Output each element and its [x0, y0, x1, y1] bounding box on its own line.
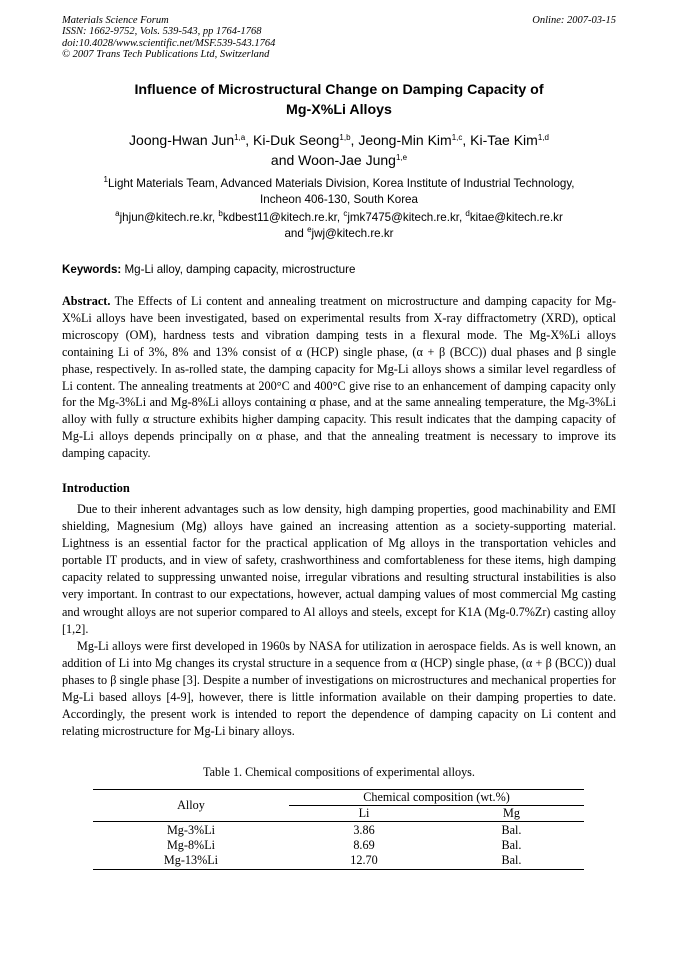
table-cell-li: 8.69 — [353, 838, 375, 852]
introduction-paragraph-2: Mg-Li alloys were first developed in 1960s by NASA for utilization in aerospace fields. As is well known, an addition of Li into Mg changes its crystal structure in a sequence from α (HCP) single phase, (α + β (BCC)) dual phases to β single phase [3]. Despite a number of investigations on microstructures and mechanical properties for Mg-Li based alloys [4-9], however, there is little information available on their damping properties to date. Accordingly, the present work is intended to report the dependence of damping capacity on Li content and relating microstructure for Mg-Li binary alloys. — [62, 638, 616, 739]
author-sup: 1,c — [451, 133, 463, 142]
table-cell-alloy: Mg-13%Li — [93, 853, 289, 870]
issn-line: ISSN: 1662-9752, Vols. 539-543, pp 1764-1768 — [62, 26, 262, 38]
title-line-2: Mg-X%Li Alloys — [286, 102, 392, 118]
composition-table — [93, 789, 584, 870]
author-line-2 — [62, 150, 616, 170]
column-header-mg: Mg — [439, 806, 584, 822]
keywords-text: Mg-Li alloy, damping capacity, microstructure — [124, 263, 356, 276]
journal-name: Materials Science Forum — [62, 15, 169, 26]
email-sup: d — [465, 209, 470, 218]
email-conjunction: and — [284, 226, 304, 240]
email-sup: a — [115, 209, 120, 218]
column-header-li: Li — [289, 806, 439, 822]
column-header-alloy: Alloy — [93, 790, 289, 822]
email-link[interactable]: kitae@kitech.re.kr — [469, 211, 563, 224]
online-date: Online: 2007-03-15 — [532, 15, 616, 26]
affiliation-sup: 1 — [103, 175, 108, 184]
author-sup: 1,b — [339, 133, 351, 142]
author-sup: 1,d — [537, 133, 549, 142]
paper-title — [62, 80, 616, 120]
table-cell-alloy: Mg-3%Li — [93, 822, 289, 839]
page-header — [62, 15, 616, 61]
abstract — [62, 293, 616, 462]
email-sup: c — [343, 209, 348, 218]
email-link[interactable]: jwj@kitech.re.kr — [311, 226, 394, 240]
title-line-1: Influence of Microstructural Change on Damping Capacity of — [134, 82, 544, 98]
keywords — [62, 262, 616, 277]
author-name: Jeong-Min Kim — [358, 132, 452, 148]
email-sup: e — [307, 224, 312, 234]
keywords-label: Keywords: — [62, 263, 122, 276]
doi-line: doi:10.4028/www.scientific.net/MSF.539-543.1764 — [62, 37, 276, 49]
author-name: Joong-Hwan Jun — [129, 132, 235, 148]
author-conjunction: and — [270, 152, 295, 168]
table-row — [93, 822, 584, 839]
email-link[interactable]: kdbest11@kitech.re.kr — [222, 211, 337, 224]
table-cell-mg: Bal. — [439, 822, 584, 839]
table-row — [93, 838, 584, 853]
abstract-label: Abstract. — [62, 294, 111, 308]
author-line-1: Joong-Hwan Jun$^{1,a}$, Ki-Duk Seong$^{1,b}$, Jeong-Min Kim$^{1,c}$, Ki-Tae Kim$^{1,d}$ — [129, 132, 549, 148]
introduction-heading: Introduction — [62, 481, 130, 495]
affiliation-text: Light Materials Team, Advanced Materials Division, Korea Institute of Industrial Technology, — [107, 177, 575, 190]
author-name: Ki-Tae Kim — [470, 132, 538, 148]
table-cell-li: 3.86 — [289, 822, 439, 839]
table-caption: Table 1. Chemical compositions of experimental alloys. — [203, 765, 475, 779]
author-sup: 1,e — [395, 153, 408, 162]
table-cell-mg: Bal. — [501, 838, 522, 852]
table-cell-alloy: Mg-8%Li — [166, 838, 216, 852]
email-link[interactable]: jmk7475@kitech.re.kr — [347, 211, 459, 224]
copyright-line: © 2007 Trans Tech Publications Ltd, Switzerland — [62, 49, 270, 61]
introduction-paragraph-1: Due to their inherent advantages such as low density, high damping properties, good machinability and EMI shielding, Magnesium (Mg) alloys have gained an increasing attention as a society-supporting material. Lightness is an essential factor for the practical application of Mg alloys in the transportation vehicles and portable IT products, and in view of safety, crashworthiness and comfortableness for these items, high damping capacity related to suppressing unwanted noise, irregular vibrations and resulting structural instabilities is also very important. In contrast to our expectations, however, actual damping values of most commercial Mg casting and wrought alloys are not superior compared to Al alloys and steels, except for K1A (Mg-0.7%Zr) casting alloy [1,2]. — [62, 502, 616, 636]
email-sup: b — [218, 209, 223, 218]
email-line-2 — [62, 226, 616, 242]
email-link[interactable]: jhjun@kitech.re.kr — [119, 211, 212, 224]
introduction-body — [62, 501, 616, 740]
affiliation-line-2: Incheon 406-130, South Korea — [260, 192, 418, 206]
author-sup: 1,a — [234, 133, 246, 142]
column-header-composition: Chemical composition (wt.%) — [289, 790, 584, 806]
author-list — [62, 130, 616, 170]
table-cell-li: 12.70 — [289, 853, 439, 870]
table-cell-mg: Bal. — [439, 853, 584, 870]
abstract-text: The Effects of Li content and annealing treatment on microstructure and damping capacity for Mg-X%Li alloys have been investigated, based on experimental results from X-ray diffractometry (XRD), optical microscopy (OM), hardness tests and vibration damping tests in a flexural mode. The Mg-X%Li alloys containing Li of 3%, 8% and 13% consist of α (HCP) single phase, (α + β (BCC)) dual phases and β single phase, respectively. In as-rolled state, the damping capacity for Mg-Li alloys shows a similar level regardless of Li content. The annealing treatments at 200°C and 400°C give rise to an enhancement of damping capacity only for the Mg-3%Li and Mg-8%Li alloys containing α phase, and at the same annealing temperature, the Mg-3%Li alloy with fully α structure exhibits higher damping capacity. This result indicates that the damping capacity of Mg-Li alloys depends principally on α phase, and that the annealing treatment is necessary to improve its damping capacity. — [62, 294, 617, 461]
author-name: Woon-Jae Jung — [298, 152, 396, 168]
affiliation — [62, 176, 616, 207]
table-row — [93, 853, 584, 870]
email-list — [62, 210, 616, 241]
email-line-1: $^a$jhjun@kitech.re.kr, $^b$kdbest11@kitech.re.kr, $^c$jmk7475@kitech.re.kr, $^d$kitae@kitech.re.kr — [115, 209, 563, 224]
affiliation-line-1 — [62, 176, 616, 192]
author-name: Ki-Duk Seong — [253, 132, 340, 148]
